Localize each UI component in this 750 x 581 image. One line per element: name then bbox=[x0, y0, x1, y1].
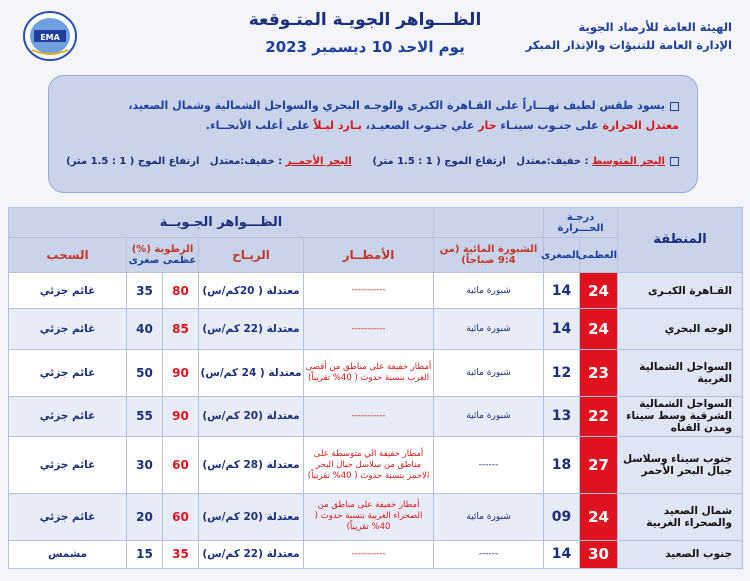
page-title: الظـــواهر الجويـة المتـوقعة bbox=[248, 10, 482, 30]
logo-text: EMA bbox=[40, 33, 60, 42]
summary-line-1: يسود طقس لطيف نهـــاراً على القـاهرة الكبرى والوجـه البحري والسواحل الشمالية وشمال الصعيد، bbox=[128, 98, 679, 114]
region-header: المنطقة bbox=[618, 208, 743, 273]
fog-header: الشبورة المائية (من 9:4 صباحاً) bbox=[434, 238, 544, 272]
bullet-icon bbox=[670, 102, 679, 111]
humidity-header: الرطوبة (%) عظمى صغرى bbox=[127, 238, 199, 272]
table-row: السواحل الشمالية الشرقية وسط سيناء ومدن القناه 22 13 شبورة مائية ----------- معتدلة (20 كم/س) 90 55 غائم جزئي bbox=[9, 396, 743, 437]
forecast-table bbox=[8, 207, 743, 569]
wind-header: الريـاح bbox=[199, 238, 304, 272]
ema-logo-icon bbox=[22, 10, 78, 62]
authority-line-2: الإدارة العامة للتنبؤات والإنذار المبكر bbox=[525, 38, 732, 52]
table-row: جنوب سيناء وسلاسل جبال البحر الأحمر 27 18 ------ أمطار خفيفة الي متوسطة على مناطق من سلاسل جبال البحر الاحمر بنسبة حدوث ( 40% تقريباً) معتدلة (28 كم/س) 60 30 غائم جزئي bbox=[9, 437, 743, 494]
summary-sea-line: البحر المتوسط : خفيف:معتدل ارتفاع الموج ( 1 : 1.5 متر) البحر الأحمــر : خفيف:معتدل ارتفاع الموج ( 1 : 1.5 متر) bbox=[66, 154, 679, 170]
table-row: القـاهرة الكبـرى 24 14 شبورة مائية ----------- معتدلة ( 20كم/س) 80 35 غائم جزئي bbox=[9, 272, 743, 309]
sea-med-label: البحر المتوسط bbox=[592, 156, 665, 167]
fog-header-top bbox=[434, 208, 544, 238]
temp-header: درجـة الحـــرارة bbox=[544, 208, 618, 238]
sea-red-label: البحر الأحمــر bbox=[285, 156, 352, 167]
forecast-date: يوم الاحد 10 ديسمبر 2023 bbox=[265, 38, 465, 56]
sea-med-wave: ارتفاع الموج ( 1 : 1.5 متر) bbox=[372, 156, 506, 167]
phenomena-header: الظـــواهر الجـويــة bbox=[9, 208, 434, 238]
rain-header: الأمطــار bbox=[304, 238, 434, 272]
table-row: السواحل الشمالية الغربية 23 12 شبورة مائية أمطار خفيفة على مناطق من أقصى الغرب بنسبة حدوث ( 40% تقريباً) معتدلة ( 24 كم/س) 90 50 غائم جزئي bbox=[9, 349, 743, 396]
sea-red-wave: ارتفاع الموج ( 1 : 1.5 متر) bbox=[66, 156, 200, 167]
summary-line-2: معتدل الحرارة على جنـوب سينـاء حار علي جنـوب الصعيـد، بـارد ليـلاً على أغلب الأنحــاء. bbox=[205, 119, 679, 132]
bullet-icon bbox=[670, 157, 679, 166]
summary-box bbox=[48, 75, 698, 193]
temp-min-header: الصغرى bbox=[544, 238, 580, 272]
temp-max-header: العظمى bbox=[580, 238, 618, 272]
clouds-header: السحب bbox=[9, 238, 127, 272]
authority-line-1: الهيئة العامة للأرصاد الجوية bbox=[578, 20, 732, 34]
table-row: الوجه البحري 24 14 شبورة مائية ----------- معتدلة (22 كم/س) 85 40 غائم جزئي bbox=[9, 309, 743, 350]
authority-name bbox=[502, 18, 732, 54]
table-row: شمال الصعيد والصحراء الغربية 24 09 شبورة مائية أمطار خفيفة على مناطق من الصحراء الغربية بنسبة حدوث ( 40% تقريباً) معتدلة (20 كم/س) 60 20 غائم جزئي bbox=[9, 493, 743, 540]
table-row: جنوب الصعيد 30 14 ------ ----------- معتدلة (22 كم/س) 35 15 مشمس bbox=[9, 540, 743, 568]
